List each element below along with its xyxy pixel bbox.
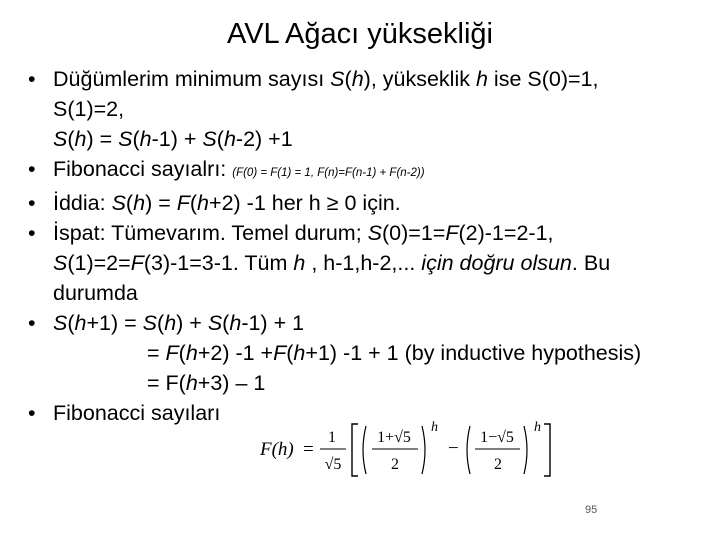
text-segment: -1) + 1 [241,311,305,335]
text-segment: ) + [176,311,208,335]
formula-right-bracket [544,424,550,476]
text-segment: S [53,127,68,151]
text-segment: ( [157,311,165,335]
text-segment: F [273,341,287,365]
binet-formula [258,418,558,480]
bullet-1-line-3 [53,124,698,154]
text-segment: h [185,371,198,395]
formula-term1-numerator: 1+√5 [377,429,411,446]
formula-coef-numerator: 1 [328,429,336,446]
text-segment: +1) -1 + 1 (by inductive hypothesis) [305,341,642,365]
text-segment: h [223,127,236,151]
text-segment: +3) – 1 [197,371,266,395]
formula-lhs: F(h) [260,439,294,460]
formula-term2-exponent: h [534,420,541,435]
fibonacci-definition: (F(0) = F(1) = 1, F(n)=F(n-1) + F(n-2)) [232,167,425,179]
formula-term1-denominator: 2 [391,456,399,473]
formula-term2-denominator: 2 [494,456,502,473]
text-segment: ( [178,341,186,365]
text-segment: ( [344,67,352,91]
text-segment: S [207,311,223,335]
text-segment: h [197,191,210,215]
page-number: 95 [585,504,598,516]
text-segment: İddia: [53,191,112,215]
text-segment: h [74,311,87,335]
text-segment: S [202,127,217,151]
text-segment: ), yükseklik [363,67,476,91]
formula-svg [258,418,558,480]
text-segment: +2) -1 + [197,341,274,365]
bullet-6-line-1: • Fibonacci sayıları [53,401,221,425]
formula-paren-2-close [524,426,527,474]
bullet-5-line-3 [53,368,698,398]
text-segment: ) = [86,127,119,151]
text-segment: h [185,341,198,365]
formula-left-bracket [352,424,358,476]
text-segment: S [142,311,158,335]
text-segment: +2) -1 her h ≥ 0 için. [209,191,401,215]
text-segment: ( [216,127,224,151]
text-segment: h [74,127,87,151]
text-segment: (3)-1=3-1. Tüm [143,251,294,275]
bullet-claim [28,188,698,218]
formula-equals: = [303,439,314,460]
formula-term1-exponent: h [431,420,438,435]
text-segment: h [229,311,242,335]
text-segment: h [133,191,146,215]
text-segment: (1)=2= [67,251,131,275]
text-segment: ( [125,191,134,215]
text-segment: F [130,251,144,275]
text-segment: ) = [145,191,177,215]
text-segment: h [293,341,306,365]
text-segment: (0)=1= [382,221,446,245]
text-segment: = [147,341,166,365]
bullet-min-node-count [28,64,698,154]
text-segment: h [475,67,488,91]
text-segment: , h-1,h-2,... [305,251,422,275]
text-segment: Düğümlerim minimum sayısı [53,67,331,91]
text-segment: S [111,191,126,215]
text-segment: F [445,221,459,245]
bullet-1-line-2: S(1)=2, [53,97,125,121]
text-segment: (2)-1=2-1, [458,221,554,245]
formula-minus: − [448,438,459,459]
bullet-list [28,64,698,428]
text-segment: ( [67,311,75,335]
text-segment: F [165,341,179,365]
text-segment: +1) = [86,311,143,335]
text-segment: S [367,221,382,245]
formula-paren-1-open [363,426,366,474]
text-segment: F [176,191,190,215]
bullet-5-line-2 [53,338,698,368]
text-segment: S [53,251,68,275]
text-segment: ( [286,341,294,365]
text-segment: h [293,251,306,275]
text-segment: = F( [147,371,186,395]
formula-paren-1-close [422,426,425,474]
formula-term2-numerator: 1−√5 [480,429,514,446]
text-segment: -1) + [151,127,203,151]
text-segment: ise S(0)=1, [487,67,599,91]
text-segment: ( [67,127,75,151]
text-segment: ( [189,191,198,215]
text-segment: h [139,127,152,151]
text-segment: ( [222,311,230,335]
bullet-proof [28,218,698,308]
bullet-4-line-1 [53,218,698,248]
bullet-2-line-1 [53,154,698,188]
formula-paren-2-open [467,426,470,474]
text-segment: ( [132,127,140,151]
text-segment: S [330,67,345,91]
bullet-4-line-2 [53,248,698,278]
text-segment: S [118,127,133,151]
text-segment: -2) +1 [235,127,293,151]
text-segment: için doğru olsun [421,251,572,275]
slide-title: AVL Ağacı yüksekliği [227,18,493,50]
bullet-5-line-1 [53,308,698,338]
text-segment: . Bu [571,251,611,275]
text-segment: h [351,67,364,91]
bullet-induction-step [28,308,698,398]
bullet-3-line-1 [53,188,698,218]
bullet-4-line-3: durumda [53,281,138,305]
text-segment: S [53,311,68,335]
formula-coef-denominator: √5 [324,456,342,473]
bullet-1-line-1 [53,64,698,94]
text-segment: h [164,311,177,335]
text-segment: İspat: Tümevarım. Temel durum; [53,221,368,245]
bullet-fibonacci-def [28,154,698,188]
text-segment: Fibonacci sayıalrı: [53,157,233,181]
